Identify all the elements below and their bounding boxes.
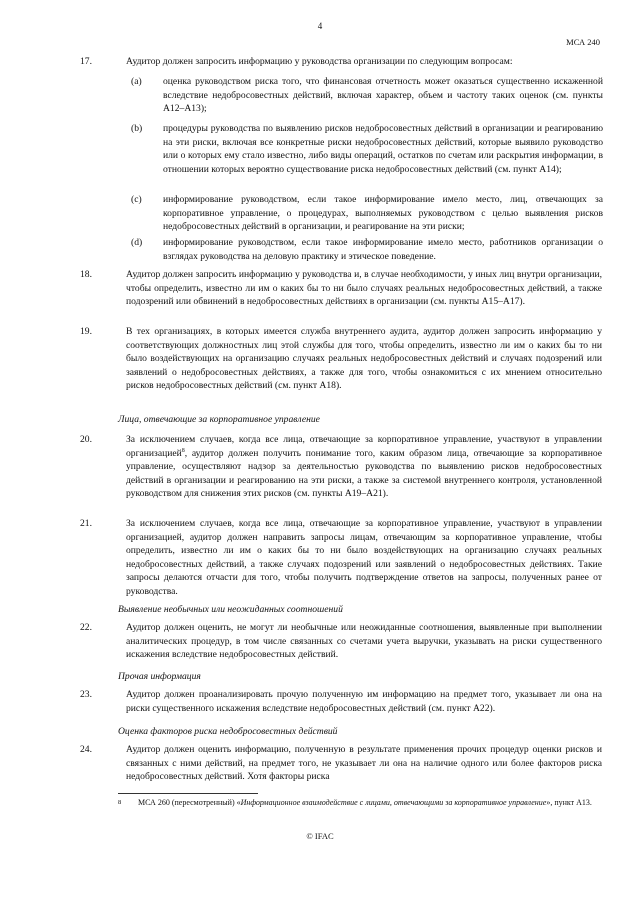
subitem-b <box>131 122 603 176</box>
footnote-text: МСА 260 (пересмотренный) « <box>138 798 241 807</box>
paragraph-text: В тех организациях, в которых имеется служба внутреннего аудита, аудитор должен запросить информацию у соответствующих должностных лиц этой службы для того, чтобы определить, известно ли им о каких бы то ни было воздействующих на организацию случаях реальных недобросовестных действий и случаях подозрений или заявлений о недобросовестных действиях, а также для того, чтобы ознакомиться с их мнением относительно рисков недобросовестных действий (см. пункт A18). <box>126 326 602 392</box>
paragraph-number: 23. <box>80 689 92 700</box>
paragraph-23 <box>80 688 602 715</box>
paragraph-24 <box>80 743 602 784</box>
paragraph-20 <box>80 433 602 501</box>
page-number: 4 <box>317 21 323 31</box>
paragraph-21 <box>80 517 602 599</box>
paragraph-number: 21. <box>80 518 92 529</box>
paragraph-text-part: , аудитор должен получить понимание того, каким образом лица, отвечающие за корпоративное управление, осуществляют надзор за деятельностью руководства по выявлению рисков недобросовестных действий в организации и реагированию на эти риски, а также за системой внутреннего контроля, установленной руководством для снижения этих рисков (см. пункты A19–A21). <box>126 447 602 500</box>
paragraph-18 <box>80 268 602 309</box>
standard-code: МСА 240 <box>566 37 600 47</box>
paragraph-text: Аудитор должен проанализировать прочую полученную им информацию на предмет того, указывает ли она на риски существенного искажения вследствие недобросовестных действий (см. пункт A22). <box>126 689 602 714</box>
paragraph-number: 19. <box>80 326 92 337</box>
section-heading-unusual: Выявление необычных или неожиданных соотношений <box>118 604 343 615</box>
subitem-text: оценка руководством риска того, что финансовая отчетность может оказаться существенно искаженной вследствие недобросовестных действий, включая характер, объем и частоту таких оценок (см. пункты A12–A13); <box>163 76 603 115</box>
paragraph-number: 24. <box>80 744 92 755</box>
paragraph-text: За исключением случаев, когда все лица, отвечающие за корпоративное управление, участвуют в управлении организацией, аудитор должен направить запросы лицам, отвечающим за корпоративное управление, чтобы определить, известно ли им о каких бы то ни было воздействующих на организацию случаях реальных недобросовестных действий, а также случаях подозрений или заявлений о недобросовестных действиях. Такие запросы делаются отчасти для того, чтобы получить подтверждение ответов на запросы, полученных ранее от руководства. <box>126 518 602 597</box>
footnote-divider <box>118 793 258 794</box>
subitem-text: процедуры руководства по выявлению рисков недобросовестных действий в организации и реагированию на эти риски, включая все конкретные риски недобросовестных действий, которые выявило руководство или о которых ему стало известно, либо виды операций, остатков по счетам или раскрытия информации, в отношении которых вероятно существование риска недобросовестных действий (см. пункт A14); <box>163 123 603 175</box>
subitem-a <box>131 75 603 116</box>
paragraph-text: Аудитор должен запросить информацию у руководства и, в случае необходимости, у иных лиц внутри организации, чтобы определить, известно ли им о каких бы то ни было случаях реальных недобросовестных действий, а также подозрений или обвинений в недобросовестных действиях в организации (см. пункты A15–A17). <box>126 269 602 308</box>
paragraph-text-part: За исключением случаев, когда все лица, отвечающие за корпоративное управление, участвуют в управлении организацией <box>126 434 602 459</box>
section-heading-factors: Оценка факторов риска недобросовестных действий <box>118 726 338 737</box>
footnote-title: Информационное взаимодействие с лицами, отвечающими за корпоративное управление <box>240 798 547 807</box>
paragraph-text: Аудитор должен оценить информацию, полученную в результате применения прочих процедур оценки рисков и связанных с ними действий, на предмет того, не указывает ли она на наличие одного или более факторов риска недобросовестных действий. Хотя факторы риска <box>126 744 602 783</box>
paragraph-number: 20. <box>80 434 92 445</box>
subitem-label: (c) <box>131 194 142 205</box>
paragraph-text: Аудитор должен запросить информацию у руководства организации по следующим вопросам: <box>126 56 513 67</box>
subitem-label: (d) <box>131 237 143 248</box>
footnote-ref: 8 <box>181 447 185 454</box>
subitem-d <box>131 236 603 263</box>
paragraph-19 <box>80 325 602 393</box>
footnote-number: 8 <box>118 799 122 806</box>
subitem-label: (a) <box>131 76 142 87</box>
subitem-label: (b) <box>131 123 143 134</box>
section-heading-governance: Лица, отвечающие за корпоративное управление <box>118 414 320 425</box>
page-footer: © IFAC <box>306 831 334 841</box>
paragraph-text: Аудитор должен оценить, не могут ли необычные или неожиданные соотношения, выявленные при выполнении аналитических процедур, в том числе связанных со счетами учета выручки, указывать на риски существенного искажения вследствие недобросовестных действий. <box>126 622 602 661</box>
section-heading-other: Прочая информация <box>118 671 201 682</box>
paragraph-text <box>126 433 602 501</box>
paragraph-number: 17. <box>80 56 92 67</box>
paragraph-17 <box>80 55 602 69</box>
paragraph-number: 22. <box>80 622 92 633</box>
subitem-c <box>131 193 603 234</box>
paragraph-number: 18. <box>80 269 92 280</box>
footnote <box>118 797 602 808</box>
subitem-text: информирование руководством, если такое информирование имело место, работников организации о взглядах руководства на деловую практику и этическое поведение. <box>163 237 603 262</box>
paragraph-22 <box>80 621 602 662</box>
footnote-text: », пункт A13. <box>546 798 592 807</box>
subitem-text: информирование руководством, если такое информирование имело место, лиц, отвечающих за корпоративное управление, о процедурах, выполняемых руководством с целью выявления рисков недобросовестных действий в организации, и реагирование на эти риски; <box>163 194 603 233</box>
